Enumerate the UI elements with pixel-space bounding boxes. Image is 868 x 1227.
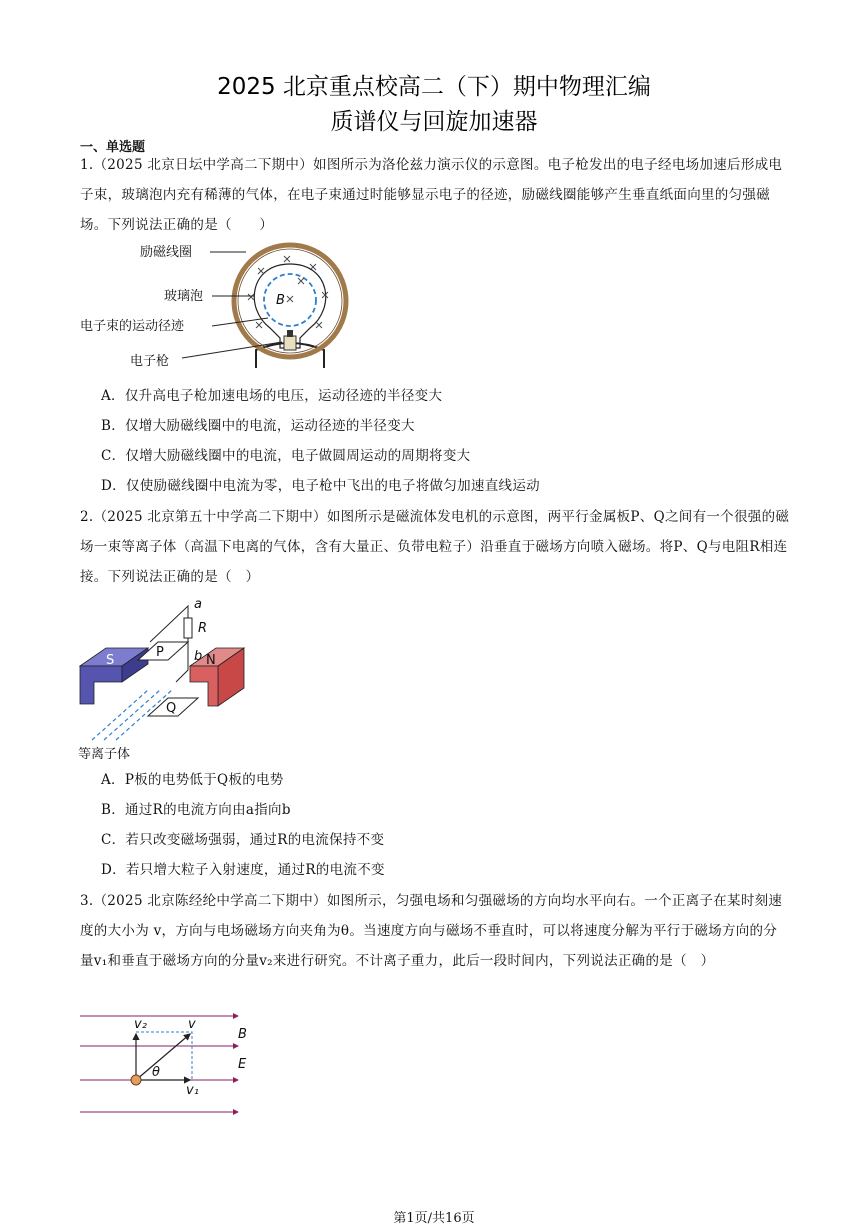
ion (131, 1075, 141, 1085)
document-title-line1: 2025 北京重点校高二（下）期中物理汇编 (217, 74, 651, 100)
label-v1: v₁ (186, 1083, 199, 1098)
label-bulb: 玻璃泡 (164, 289, 204, 304)
question-2-option-b: B．通过R的电流方向由a指向b (101, 802, 291, 818)
question-1-stem: 1.（2025 北京日坛中学高二下期中）如图所示为洛伦兹力演示仪的示意图。电子枪发出的电子经电场加速后形成电子束，玻璃泡内充有稀薄的气体，在电子束通过时能够显示电子的径迹，励磁线圈能够产生垂直纸面向里的匀强磁场。下列说法正确的是（ ） (80, 157, 783, 233)
question-2-option-a: A．P板的电势低于Q板的电势 (101, 772, 284, 788)
label-plasma: 等离子体 (78, 747, 131, 760)
vector-v (136, 1034, 190, 1080)
electron-trajectory (264, 274, 316, 326)
document-title-line2: 质谱仪与回旋加速器 (330, 109, 538, 135)
label-v: v (188, 1017, 196, 1032)
label-trajectory: 电子束的运动径迹 (80, 319, 185, 334)
label-b: b (194, 649, 203, 664)
label-B: B (276, 293, 285, 308)
question-3-figure (78, 1010, 248, 1120)
question-1-option-b: B．仅增大励磁线圈中的电流，运动径迹的半径变大 (101, 418, 415, 434)
question-2-figure (78, 600, 268, 760)
page-footer: 第1页/共16页 (393, 1211, 475, 1226)
label-P: P (156, 645, 164, 660)
label-a: a (194, 600, 202, 612)
label-coil: 励磁线圈 (140, 245, 193, 260)
question-3-stem: 3.（2025 北京陈经纶中学高二下期中）如图所示，匀强电场和匀强磁场的方向均水平向右。一个正离子在某时刻速度的大小为 v，方向与电场磁场方向夹角为θ。当速度方向与磁场不垂直时，可以将速度分解为平行于磁场方向的分量v₁和垂直于磁场方向的分量v₂来进行研究。不计离子重力，此后一段时间内，下列说法正确的是（ ） (80, 893, 783, 969)
resistor-R (184, 618, 192, 638)
label-R: R (198, 621, 208, 636)
question-2-option-d: D．若只增大粒子入射速度，通过R的电流不变 (101, 862, 385, 878)
question-1-option-c: C．仅增大励磁线圈中的电流，电子做圆周运动的周期将变大 (101, 448, 471, 464)
question-2-stem: 2.（2025 北京第五十中学高二下期中）如图所示是磁流体发电机的示意图，两平行金属板P、Q之间有一个很强的磁场一束等离子体（高温下电离的气体，含有大量正、负带电粒子）沿垂直于磁场方向喷入磁场。将P、Q与电阻R相连接。下列说法正确的是（ ） (80, 509, 790, 585)
question-1-option-a: A．仅升高电子枪加速电场的电压，运动径迹的半径变大 (101, 388, 443, 404)
label-theta: θ (152, 1065, 160, 1080)
label-B: B (238, 1027, 247, 1042)
section-label: 一、单选题 (80, 140, 146, 155)
label-gun: 电子枪 (130, 354, 170, 369)
field-lines (80, 1016, 238, 1112)
question-2-option-c: C．若只改变磁场强弱，通过R的电流保持不变 (101, 832, 385, 848)
label-S: S (106, 653, 115, 668)
question-1-figure (78, 238, 368, 378)
label-N: N (206, 653, 216, 668)
label-v2: v₂ (134, 1017, 147, 1032)
label-E: E (238, 1057, 247, 1072)
s-pole (80, 666, 122, 704)
question-1-option-d: D．仅使励磁线圈中电流为零，电子枪中飞出的电子将做匀加速直线运动 (101, 478, 540, 494)
label-Q: Q (166, 701, 177, 716)
